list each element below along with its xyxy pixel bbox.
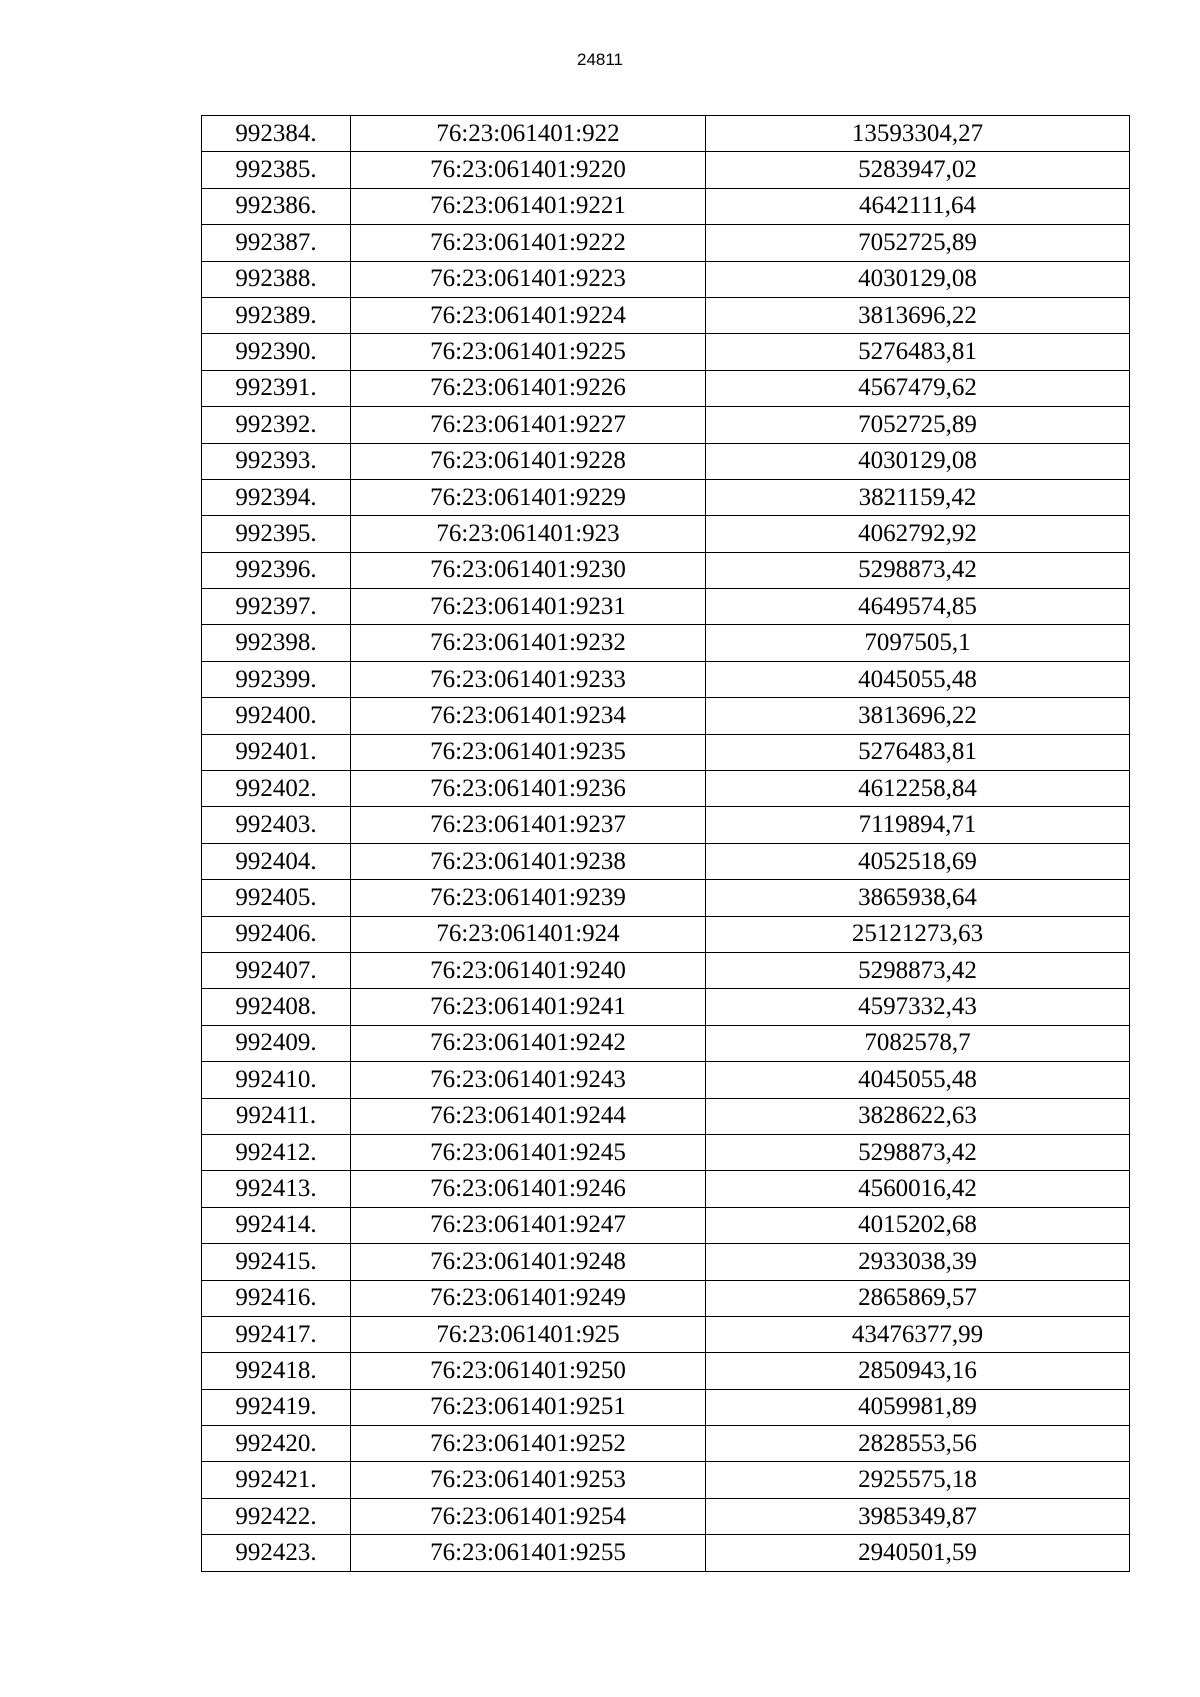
table-row [202, 1062, 1130, 1098]
value-cell: 5283947,02 [706, 152, 1130, 188]
table-row [202, 1244, 1130, 1280]
table-row [202, 1171, 1130, 1207]
value-cell: 43476377,99 [706, 1316, 1130, 1352]
table-row [202, 1098, 1130, 1134]
row-number-cell: 992394. [202, 479, 351, 515]
row-number-cell: 992423. [202, 1535, 351, 1571]
value-cell: 7119894,71 [706, 807, 1130, 843]
row-number-cell: 992407. [202, 952, 351, 988]
cadastral-number-cell: 76:23:061401:924 [351, 916, 706, 952]
value-cell: 4560016,42 [706, 1171, 1130, 1207]
cadastral-number-cell: 76:23:061401:9236 [351, 771, 706, 807]
row-number-cell: 992399. [202, 661, 351, 697]
cadastral-number-cell: 76:23:061401:9222 [351, 225, 706, 261]
cadastral-number-cell: 76:23:061401:9251 [351, 1389, 706, 1425]
value-cell: 2925575,18 [706, 1462, 1130, 1498]
value-cell: 3985349,87 [706, 1498, 1130, 1534]
value-cell: 4045055,48 [706, 1062, 1130, 1098]
table-row [202, 1134, 1130, 1170]
value-cell: 5276483,81 [706, 334, 1130, 370]
table-row [202, 1280, 1130, 1316]
cadastral-number-cell: 76:23:061401:9230 [351, 552, 706, 588]
value-cell: 3821159,42 [706, 479, 1130, 515]
table-row [202, 1462, 1130, 1498]
value-cell: 4015202,68 [706, 1207, 1130, 1243]
row-number-cell: 992412. [202, 1134, 351, 1170]
row-number-cell: 992387. [202, 225, 351, 261]
value-cell: 4062792,92 [706, 516, 1130, 552]
cadastral-number-cell: 76:23:061401:9253 [351, 1462, 706, 1498]
table-row [202, 1535, 1130, 1571]
value-cell: 13593304,27 [706, 116, 1130, 152]
cadastral-number-cell: 76:23:061401:9237 [351, 807, 706, 843]
row-number-cell: 992401. [202, 734, 351, 770]
cadastral-number-cell: 76:23:061401:9238 [351, 843, 706, 879]
cadastral-number-cell: 76:23:061401:9239 [351, 880, 706, 916]
cadastral-number-cell: 76:23:061401:9250 [351, 1353, 706, 1389]
row-number-cell: 992388. [202, 261, 351, 297]
table-row [202, 589, 1130, 625]
row-number-cell: 992389. [202, 297, 351, 333]
value-cell: 4059981,89 [706, 1389, 1130, 1425]
value-cell: 4612258,84 [706, 771, 1130, 807]
row-number-cell: 992406. [202, 916, 351, 952]
cadastral-number-cell: 76:23:061401:925 [351, 1316, 706, 1352]
table-row [202, 771, 1130, 807]
table-row [202, 225, 1130, 261]
row-number-cell: 992391. [202, 370, 351, 406]
value-cell: 2850943,16 [706, 1353, 1130, 1389]
table-row [202, 1353, 1130, 1389]
row-number-cell: 992408. [202, 989, 351, 1025]
table-row [202, 1316, 1130, 1352]
value-cell: 4642111,64 [706, 188, 1130, 224]
row-number-cell: 992386. [202, 188, 351, 224]
value-cell: 2865869,57 [706, 1280, 1130, 1316]
cadastral-number-cell: 76:23:061401:9225 [351, 334, 706, 370]
registry-table [201, 115, 1130, 1572]
cadastral-number-cell: 76:23:061401:9249 [351, 1280, 706, 1316]
table-row [202, 1389, 1130, 1425]
cadastral-number-cell: 76:23:061401:9242 [351, 1025, 706, 1061]
row-number-cell: 992420. [202, 1426, 351, 1462]
row-number-cell: 992393. [202, 443, 351, 479]
value-cell: 5298873,42 [706, 1134, 1130, 1170]
table-row [202, 1025, 1130, 1061]
cadastral-number-cell: 76:23:061401:9221 [351, 188, 706, 224]
row-number-cell: 992419. [202, 1389, 351, 1425]
table-row [202, 807, 1130, 843]
row-number-cell: 992410. [202, 1062, 351, 1098]
cadastral-number-cell: 76:23:061401:9240 [351, 952, 706, 988]
cadastral-number-cell: 76:23:061401:923 [351, 516, 706, 552]
table-row [202, 1426, 1130, 1462]
table-row [202, 152, 1130, 188]
row-number-cell: 992396. [202, 552, 351, 588]
cadastral-number-cell: 76:23:061401:9255 [351, 1535, 706, 1571]
table-row [202, 1207, 1130, 1243]
table-row [202, 916, 1130, 952]
cadastral-number-cell: 76:23:061401:9227 [351, 407, 706, 443]
cadastral-number-cell: 76:23:061401:9235 [351, 734, 706, 770]
value-cell: 4597332,43 [706, 989, 1130, 1025]
value-cell: 4649574,85 [706, 589, 1130, 625]
table-row [202, 407, 1130, 443]
cadastral-number-cell: 76:23:061401:9229 [351, 479, 706, 515]
value-cell: 4567479,62 [706, 370, 1130, 406]
row-number-cell: 992416. [202, 1280, 351, 1316]
value-cell: 5276483,81 [706, 734, 1130, 770]
row-number-cell: 992411. [202, 1098, 351, 1134]
table-row [202, 734, 1130, 770]
row-number-cell: 992402. [202, 771, 351, 807]
cadastral-number-cell: 76:23:061401:9243 [351, 1062, 706, 1098]
table-row [202, 516, 1130, 552]
row-number-cell: 992390. [202, 334, 351, 370]
row-number-cell: 992398. [202, 625, 351, 661]
value-cell: 3813696,22 [706, 698, 1130, 734]
cadastral-number-cell: 76:23:061401:9246 [351, 1171, 706, 1207]
table-row [202, 297, 1130, 333]
cadastral-number-cell: 76:23:061401:9248 [351, 1244, 706, 1280]
row-number-cell: 992414. [202, 1207, 351, 1243]
row-number-cell: 992417. [202, 1316, 351, 1352]
row-number-cell: 992405. [202, 880, 351, 916]
value-cell: 3828622,63 [706, 1098, 1130, 1134]
cadastral-number-cell: 76:23:061401:9252 [351, 1426, 706, 1462]
table-row [202, 1498, 1130, 1534]
table-row [202, 188, 1130, 224]
cadastral-number-cell: 76:23:061401:9220 [351, 152, 706, 188]
cadastral-number-cell: 76:23:061401:9234 [351, 698, 706, 734]
row-number-cell: 992422. [202, 1498, 351, 1534]
value-cell: 2940501,59 [706, 1535, 1130, 1571]
row-number-cell: 992418. [202, 1353, 351, 1389]
cadastral-number-cell: 76:23:061401:9254 [351, 1498, 706, 1534]
value-cell: 7052725,89 [706, 225, 1130, 261]
value-cell: 5298873,42 [706, 552, 1130, 588]
value-cell: 4030129,08 [706, 443, 1130, 479]
value-cell: 2933038,39 [706, 1244, 1130, 1280]
table-row [202, 370, 1130, 406]
value-cell: 4030129,08 [706, 261, 1130, 297]
cadastral-number-cell: 76:23:061401:9223 [351, 261, 706, 297]
value-cell: 7052725,89 [706, 407, 1130, 443]
page-number: 24811 [576, 50, 623, 69]
value-cell: 7082578,7 [706, 1025, 1130, 1061]
cadastral-number-cell: 76:23:061401:9228 [351, 443, 706, 479]
row-number-cell: 992413. [202, 1171, 351, 1207]
row-number-cell: 992421. [202, 1462, 351, 1498]
table-row [202, 116, 1130, 152]
table-row [202, 661, 1130, 697]
table-row [202, 843, 1130, 879]
table-row [202, 261, 1130, 297]
row-number-cell: 992400. [202, 698, 351, 734]
value-cell: 3813696,22 [706, 297, 1130, 333]
row-number-cell: 992403. [202, 807, 351, 843]
table-row [202, 625, 1130, 661]
value-cell: 7097505,1 [706, 625, 1130, 661]
row-number-cell: 992409. [202, 1025, 351, 1061]
row-number-cell: 992404. [202, 843, 351, 879]
cadastral-number-cell: 76:23:061401:9245 [351, 1134, 706, 1170]
table-row [202, 989, 1130, 1025]
table-row [202, 952, 1130, 988]
table-row [202, 698, 1130, 734]
row-number-cell: 992392. [202, 407, 351, 443]
table-row [202, 334, 1130, 370]
value-cell: 4052518,69 [706, 843, 1130, 879]
value-cell: 4045055,48 [706, 661, 1130, 697]
table-row [202, 479, 1130, 515]
cadastral-number-cell: 76:23:061401:9247 [351, 1207, 706, 1243]
row-number-cell: 992384. [202, 116, 351, 152]
row-number-cell: 992415. [202, 1244, 351, 1280]
table-row [202, 552, 1130, 588]
cadastral-number-cell: 76:23:061401:9226 [351, 370, 706, 406]
table-row [202, 443, 1130, 479]
value-cell: 3865938,64 [706, 880, 1130, 916]
table-row [202, 880, 1130, 916]
cadastral-number-cell: 76:23:061401:9231 [351, 589, 706, 625]
cadastral-number-cell: 76:23:061401:9232 [351, 625, 706, 661]
cadastral-number-cell: 76:23:061401:9244 [351, 1098, 706, 1134]
cadastral-number-cell: 76:23:061401:9241 [351, 989, 706, 1025]
registry-table-body [202, 116, 1130, 1572]
value-cell: 25121273,63 [706, 916, 1130, 952]
value-cell: 2828553,56 [706, 1426, 1130, 1462]
row-number-cell: 992395. [202, 516, 351, 552]
cadastral-number-cell: 76:23:061401:9233 [351, 661, 706, 697]
row-number-cell: 992397. [202, 589, 351, 625]
cadastral-number-cell: 76:23:061401:922 [351, 116, 706, 152]
value-cell: 5298873,42 [706, 952, 1130, 988]
cadastral-number-cell: 76:23:061401:9224 [351, 297, 706, 333]
row-number-cell: 992385. [202, 152, 351, 188]
